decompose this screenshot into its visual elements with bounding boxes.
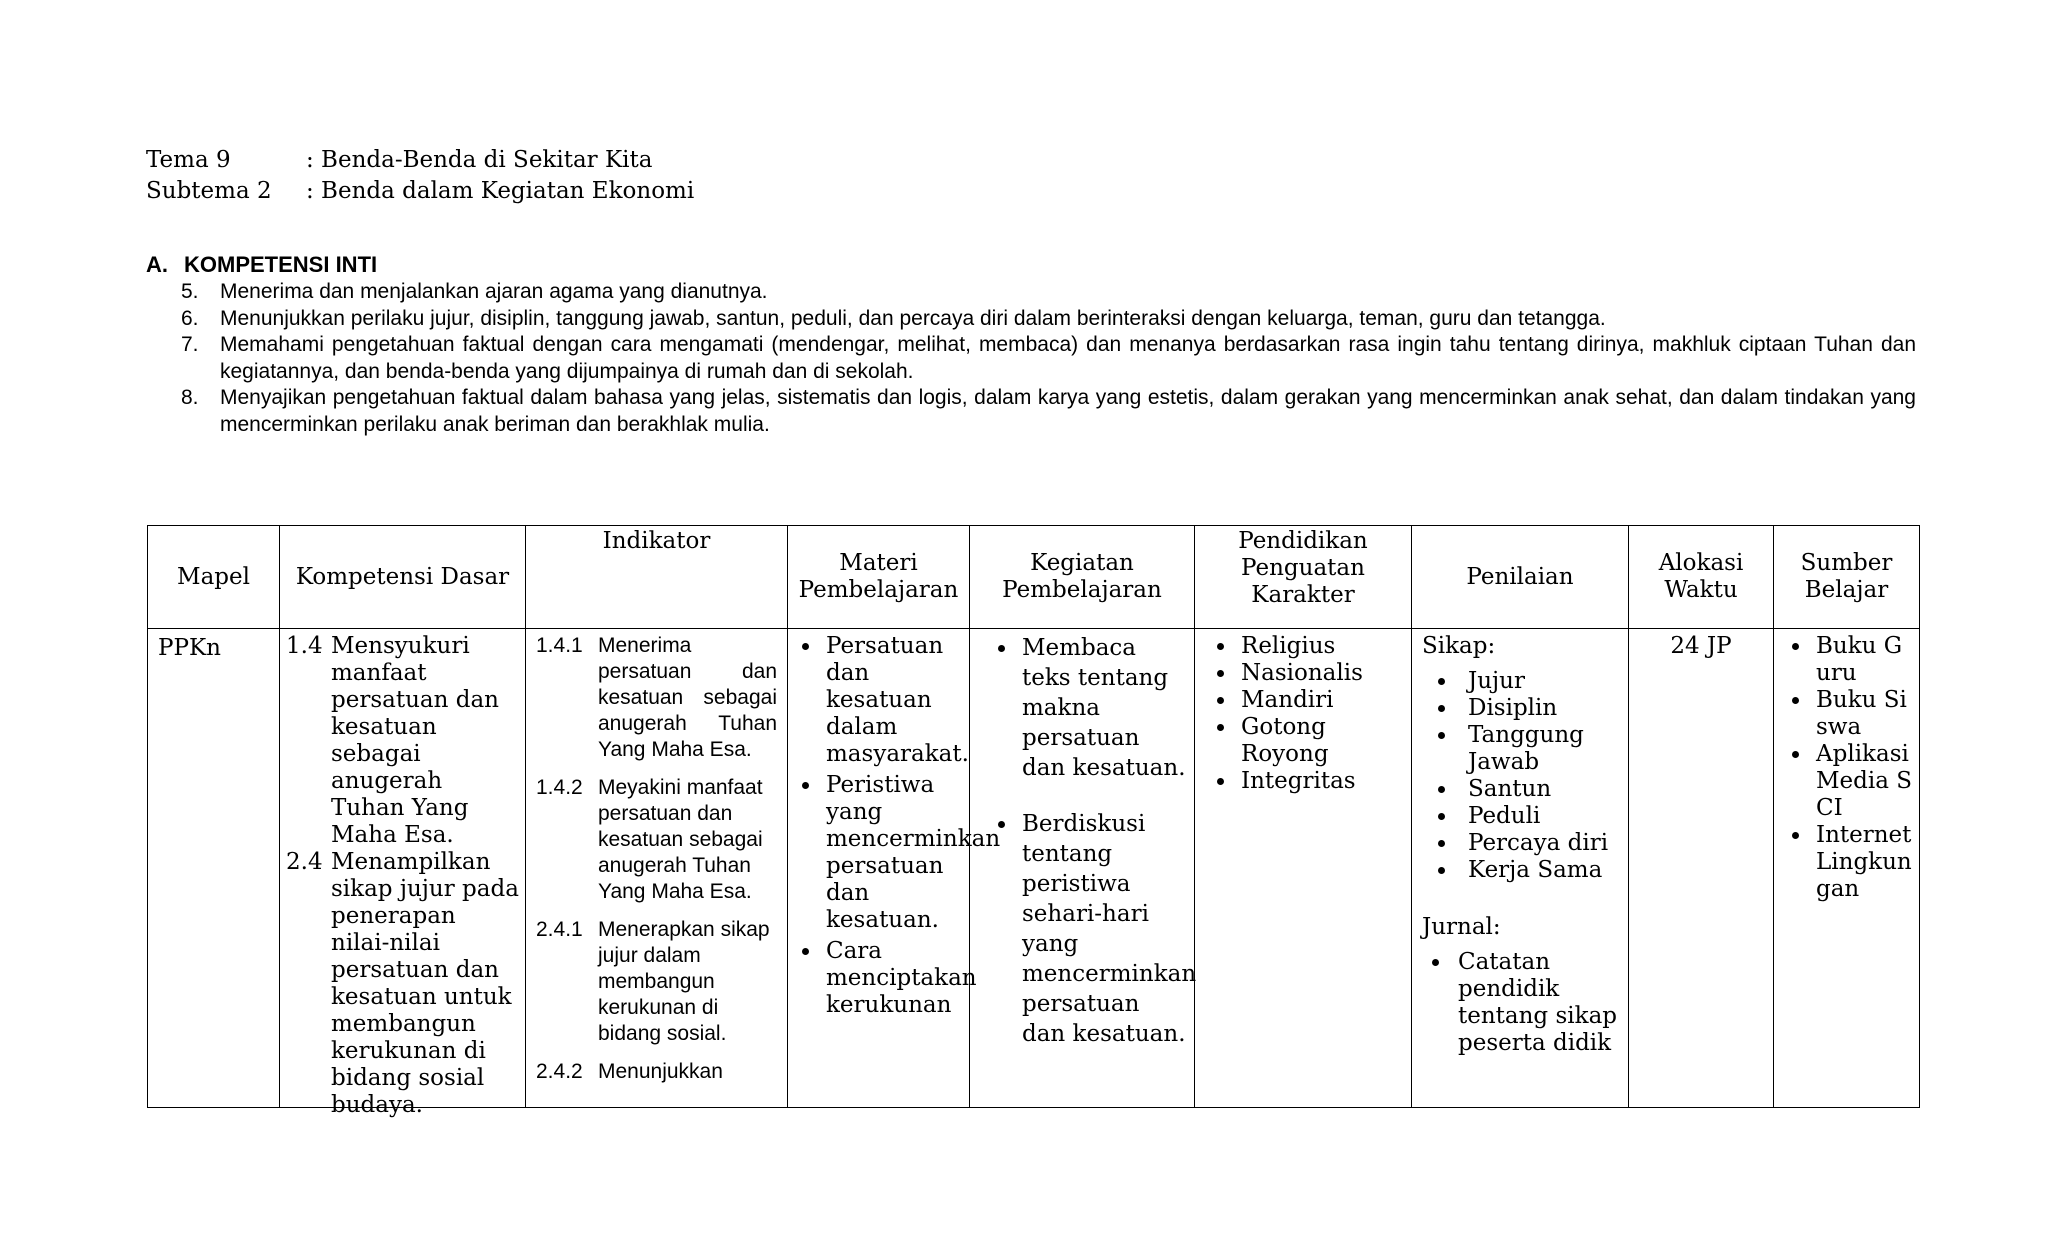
cell-kompetensi-dasar [280,629,526,1118]
indikator-number: 2.4.1 [536,918,583,941]
section-letter: A. [146,252,168,277]
indikator-item [536,775,777,905]
list-item: • Buku Siswa [1812,687,1915,741]
list-item: • Nasionalis [1237,660,1405,687]
header-sumber: Sumber Belajar [1774,526,1920,629]
list-item: • Percaya diri [1458,830,1622,857]
item-number: 7. [181,333,199,356]
list-item: • Internet Lingkungan [1812,822,1915,903]
list-item: • Integritas [1237,768,1405,795]
materi-list [788,629,1001,1019]
indikator-item [536,1059,777,1085]
kd-number: 1.4 [286,633,323,659]
document-header [146,145,694,207]
section-title: KOMPETENSI INTI [184,252,378,277]
sikap-list [1422,668,1622,884]
tema-label: Tema 9 [146,147,231,173]
header-mapel: Mapel [148,526,280,629]
indikator-text: Meyakini manfaat persatuan dan kesatuan sebagai anugerah Tuhan Yang Maha Esa. [598,776,763,903]
item-text: Menunjukkan perilaku jujur, disiplin, tanggung jawab, santun, peduli, dan percaya diri dalam berinteraksi dengan keluarga, teman, guru dan tetangga. [220,306,1606,330]
cell-materi [788,629,1001,1108]
list-item: • Jujur [1458,668,1622,695]
list-item: • Aplikasi Media SCI [1812,741,1915,822]
ppk-list [1195,629,1411,795]
kegiatan-list [970,629,1197,1049]
item-number: 8. [181,386,199,409]
jurnal-list [1422,949,1622,1057]
header-kompetensi-dasar: Kompetensi Dasar [280,526,526,629]
cell-ppk [1195,629,1412,1108]
cell-alokasi [1629,629,1774,1108]
list-item: • Kerja Sama [1458,857,1622,884]
kd-text: Menampilkan sikap jujur pada penerapan nilai-nilai persatuan dan kesatuan untuk membangun kerukunan di bidang sosial budaya. [331,849,519,1118]
indikator-text: Menerapkan sikap jujur dalam membangun kerukunan di bidang sosial. [598,918,770,1045]
list-item: • Berdiskusi tentang peristiwa sehari-hari yang mencerminkan persatuan dan kesatuan. [1018,809,1188,1049]
kompetensi-inti-heading [146,252,377,278]
list-item: • Membaca teks tentang makna persatuan dan kesatuan. [1018,633,1188,783]
header-indikator: Indikator [526,526,788,629]
indikator-number: 1.4.1 [536,634,583,657]
table-row [148,629,1920,1108]
item-text: Menyajikan pengetahuan faktual dalam bahasa yang jelas, sistematis dan logis, dalam karya yang estetis, dalam gerakan yang mencerminkan anak sehat, dan dalam tindakan yang mencerminkan perilaku anak beriman dan berakhlak mulia. [220,386,1916,436]
list-item: • Cara menciptakan kerukunan [822,938,963,1019]
mapel-value: PPKn [158,635,221,661]
kd-number: 2.4 [286,849,323,875]
header-ppk: Pendidikan Penguatan Karakter [1195,526,1412,629]
list-item [181,385,1916,438]
list-item: • Mandiri [1237,687,1405,714]
list-item: • Peduli [1458,803,1622,830]
item-text: Menerima dan menjalankan ajaran agama yang dianutnya. [220,280,768,303]
tema-value: : Benda-Benda di Sekitar Kita [306,147,653,173]
header-materi: Materi Pembelajaran [788,526,970,629]
list-item: • Santun [1458,776,1622,803]
indikator-item [536,633,777,763]
subtema-value: : Benda dalam Kegiatan Ekonomi [306,178,695,204]
list-item: • Religius [1237,633,1405,660]
list-item [181,279,1916,306]
subtema-row [146,176,694,207]
header-kegiatan: Kegiatan Pembelajaran [970,526,1195,629]
item-number: 5. [181,280,199,303]
list-item: • Buku Guru [1812,633,1915,687]
tema-row [146,145,694,176]
list-item: • Persatuan dan kesatuan dalam masyarakat. [822,633,963,768]
list-item: • Peristiwa yang mencerminkan persatuan dan kesatuan. [822,772,963,934]
subtema-label: Subtema 2 [146,178,272,204]
list-item [181,306,1916,333]
header-penilaian: Penilaian [1412,526,1629,629]
indikator-number: 1.4.2 [536,776,583,799]
alokasi-value: 24 JP [1670,633,1732,659]
kompetensi-inti-list [181,279,1916,438]
sumber-list [1774,629,1919,903]
item-number: 6. [181,306,199,330]
cell-kegiatan [970,629,1195,1108]
cell-penilaian [1412,629,1629,1108]
indikator-number: 2.4.2 [536,1060,583,1083]
cell-mapel [148,629,280,1108]
list-item: • Gotong Royong [1237,714,1405,768]
list-item: • Disiplin [1458,695,1622,722]
table-header-row [148,526,1920,629]
indikator-text: Menunjukkan [598,1060,723,1083]
cell-indikator [526,629,788,1108]
kd-item [280,629,525,849]
kd-text: Mensyukuri manfaat persatuan dan kesatuan sebagai anugerah Tuhan Yang Maha Esa. [331,633,499,848]
item-text: Memahami pengetahuan faktual dengan cara mengamati (mendengar, melihat, membaca) dan menanya berdasarkan rasa ingin tahu tentang dirinya, makhluk ciptaan Tuhan dan kegiatannya, dan benda-benda yang dijumpainya di rumah dan di sekolah. [220,333,1916,383]
indikator-text: Menerima persatuan dan kesatuan sebagai anugerah Tuhan Yang Maha Esa. [598,634,777,761]
jurnal-label: Jurnal: [1422,914,1501,940]
sikap-label: Sikap: [1422,633,1496,659]
syllabus-table [147,525,1920,1118]
list-item: • Tanggung Jawab [1458,722,1622,776]
indikator-item [536,917,777,1047]
list-item: • Catatan pendidik tentang sikap peserta didik [1452,949,1622,1057]
header-alokasi: Alokasi Waktu [1629,526,1774,629]
list-item [181,332,1916,385]
cell-sumber [1774,629,1920,1108]
kd-item [280,849,525,1119]
